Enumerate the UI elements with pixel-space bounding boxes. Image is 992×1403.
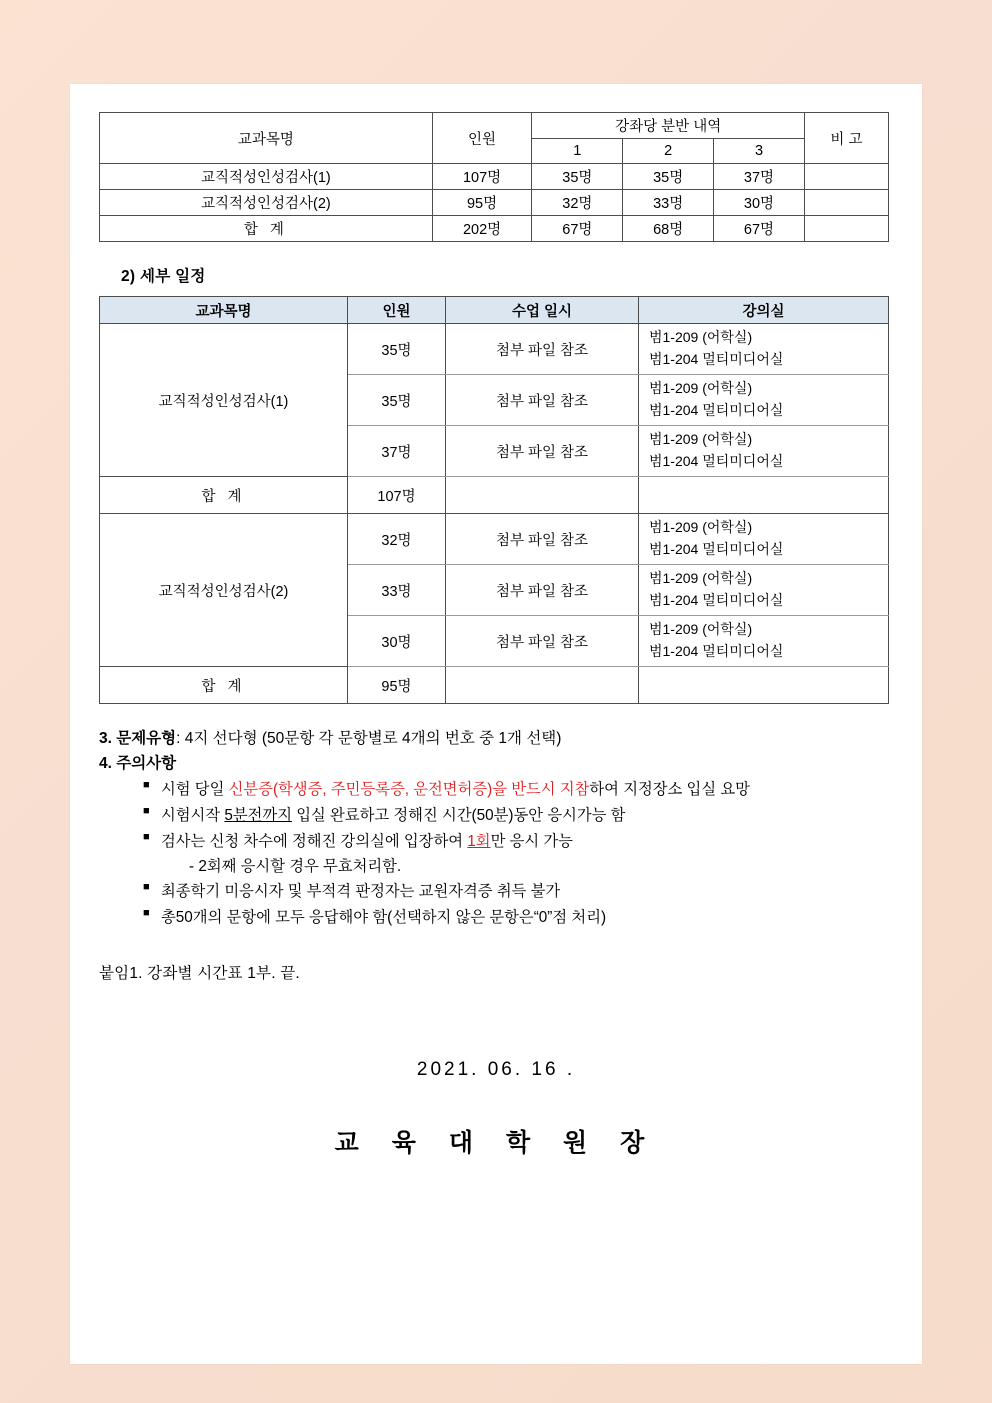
note-item-3-text: : 4지 선다형 (50문항 각 문항별로 4개의 번호 중 1개 선택) (176, 730, 562, 747)
bullet-1-part-1: 5분전까지 (224, 806, 292, 824)
note-item-4-label: 4. 주의사항 (99, 755, 177, 773)
table-row (100, 514, 889, 565)
cell-count: 30명 (348, 616, 446, 667)
cell-count: 107명 (432, 164, 532, 190)
room-line-1: 범1-209 (어학실) (649, 380, 753, 397)
cell-datetime: 첨부 파일 참조 (446, 565, 639, 616)
cell-room-total (639, 477, 889, 514)
cell-count-total: 202명 (432, 216, 532, 242)
summary-table (99, 112, 889, 242)
section-title-detail-schedule: 2) 세부 일정 (121, 268, 206, 285)
cell-datetime: 첨부 파일 참조 (446, 426, 639, 477)
cell-note (804, 190, 888, 216)
cell-room-total (639, 667, 889, 704)
document-signer: 교 육 대 학 원 장 (334, 1128, 658, 1157)
bullet-0-part-2: 하여 지정장소 입실 요망 (589, 781, 750, 799)
cell-subject-total: 합 계 (100, 667, 348, 704)
cell-group-3: 37명 (714, 164, 805, 190)
bullet-2-subnote: - 2회째 응시할 경우 무효처리함. (189, 857, 402, 875)
header-sub-1: 1 (532, 139, 623, 164)
room-line-2: 범1-204 멀티미디어실 (649, 402, 784, 418)
cell-count-total: 95명 (348, 667, 446, 704)
cell-room (639, 565, 889, 616)
cell-count: 33명 (348, 565, 446, 616)
bullet-4-part-0: 총50개의 문항에 모두 응답해야 함(선택하지 않은 문항은“0”점 처리) (161, 909, 607, 927)
cell-subject: 교직적성인성검사(1) (100, 164, 433, 190)
cell-room (639, 514, 889, 565)
cell-count: 35명 (348, 375, 446, 426)
list-item (143, 906, 895, 931)
cell-subject: 교직적성인성검사(2) (100, 514, 348, 667)
cell-subject-total: 합 계 (100, 477, 348, 514)
note-item-3 (99, 726, 895, 751)
cell-group-3: 30명 (714, 190, 805, 216)
table-total-row (100, 477, 889, 514)
bullet-1-part-0: 시험시작 (161, 806, 225, 824)
cell-room (639, 616, 889, 667)
header-room: 강의실 (639, 297, 889, 324)
table-total-row (100, 667, 889, 704)
list-item (143, 778, 895, 803)
cell-datetime: 첨부 파일 참조 (446, 616, 639, 667)
cell-group-2-total: 68명 (623, 216, 714, 242)
cell-datetime-total (446, 477, 639, 514)
cell-datetime: 첨부 파일 참조 (446, 514, 639, 565)
table-total-row (100, 216, 889, 242)
cell-room (639, 375, 889, 426)
table-row (100, 324, 889, 375)
room-line-2: 범1-204 멀티미디어실 (649, 453, 784, 469)
table-header-row (100, 297, 889, 324)
cell-subject: 교직적성인성검사(2) (100, 190, 433, 216)
room-line-1: 범1-209 (어학실) (649, 431, 753, 448)
cell-group-1: 32명 (532, 190, 623, 216)
cell-subject: 교직적성인성검사(1) (100, 324, 348, 477)
list-item (143, 880, 895, 905)
room-line-2: 범1-204 멀티미디어실 (649, 592, 784, 608)
table-row (100, 190, 889, 216)
notes-section (99, 726, 895, 931)
cell-group-2: 33명 (623, 190, 714, 216)
bullet-2-part-0: 검사는 신청 차수에 정해진 강의실에 입장하여 (161, 832, 468, 850)
room-line-2: 범1-204 멀티미디어실 (649, 643, 784, 659)
header-count: 인원 (348, 297, 446, 324)
cell-group-1-total: 67명 (532, 216, 623, 242)
cell-count: 37명 (348, 426, 446, 477)
notes-bullet-list (99, 778, 895, 931)
header-count: 인원 (432, 113, 532, 164)
room-line-1: 범1-209 (어학실) (649, 570, 753, 587)
document-page (70, 84, 922, 1364)
note-item-3-label: 3. 문제유형 (99, 730, 177, 747)
room-line-2: 범1-204 멀티미디어실 (649, 351, 784, 367)
bullet-2-part-1: 1회 (467, 832, 491, 850)
list-item (143, 804, 895, 829)
cell-datetime-total (446, 667, 639, 704)
header-sub-2: 2 (623, 139, 714, 164)
header-note: 비 고 (804, 113, 888, 164)
header-group: 강좌당 분반 내역 (532, 113, 804, 139)
cell-datetime: 첨부 파일 참조 (446, 375, 639, 426)
room-line-1: 범1-209 (어학실) (649, 621, 753, 638)
cell-note-total (804, 216, 888, 242)
cell-note (804, 164, 888, 190)
cell-subject-total: 합 계 (100, 216, 433, 242)
cell-count-total: 107명 (348, 477, 446, 514)
bullet-1-part-2: 입실 완료하고 정해진 시간(50분)동안 응시가능 함 (291, 806, 626, 824)
cell-room (639, 324, 889, 375)
cell-count: 32명 (348, 514, 446, 565)
room-line-1: 범1-209 (어학실) (649, 519, 753, 536)
bullet-0-part-1: 신분증(학생증, 주민등록증, 운전면허증)을 반드시 지참 (228, 781, 590, 799)
cell-group-3-total: 67명 (714, 216, 805, 242)
list-item (143, 830, 895, 880)
document-content (70, 84, 922, 1159)
attachment-note: 붙임1. 강좌별 시간표 1부. 끝. (99, 964, 300, 982)
table-row (100, 164, 889, 190)
room-line-1: 범1-209 (어학실) (649, 329, 753, 346)
cell-count: 95명 (432, 190, 532, 216)
bullet-2-part-2: 만 응시 가능 (490, 832, 573, 850)
header-sub-3: 3 (714, 139, 805, 164)
cell-group-1: 35명 (532, 164, 623, 190)
cell-room (639, 426, 889, 477)
header-datetime: 수업 일시 (446, 297, 639, 324)
table-header-row (100, 113, 889, 139)
document-date: 2021. 06. 16 . (416, 1058, 576, 1080)
bullet-0-part-0: 시험 당일 (161, 781, 229, 799)
cell-datetime: 첨부 파일 참조 (446, 324, 639, 375)
detail-schedule-table (99, 296, 889, 704)
header-subject: 교과목명 (100, 113, 433, 164)
cell-count: 35명 (348, 324, 446, 375)
header-subject: 교과목명 (100, 297, 348, 324)
cell-group-2: 35명 (623, 164, 714, 190)
bullet-3-part-0: 최종학기 미응시자 및 부적격 판정자는 교원자격증 취득 불가 (161, 883, 561, 901)
room-line-2: 범1-204 멀티미디어실 (649, 541, 784, 557)
